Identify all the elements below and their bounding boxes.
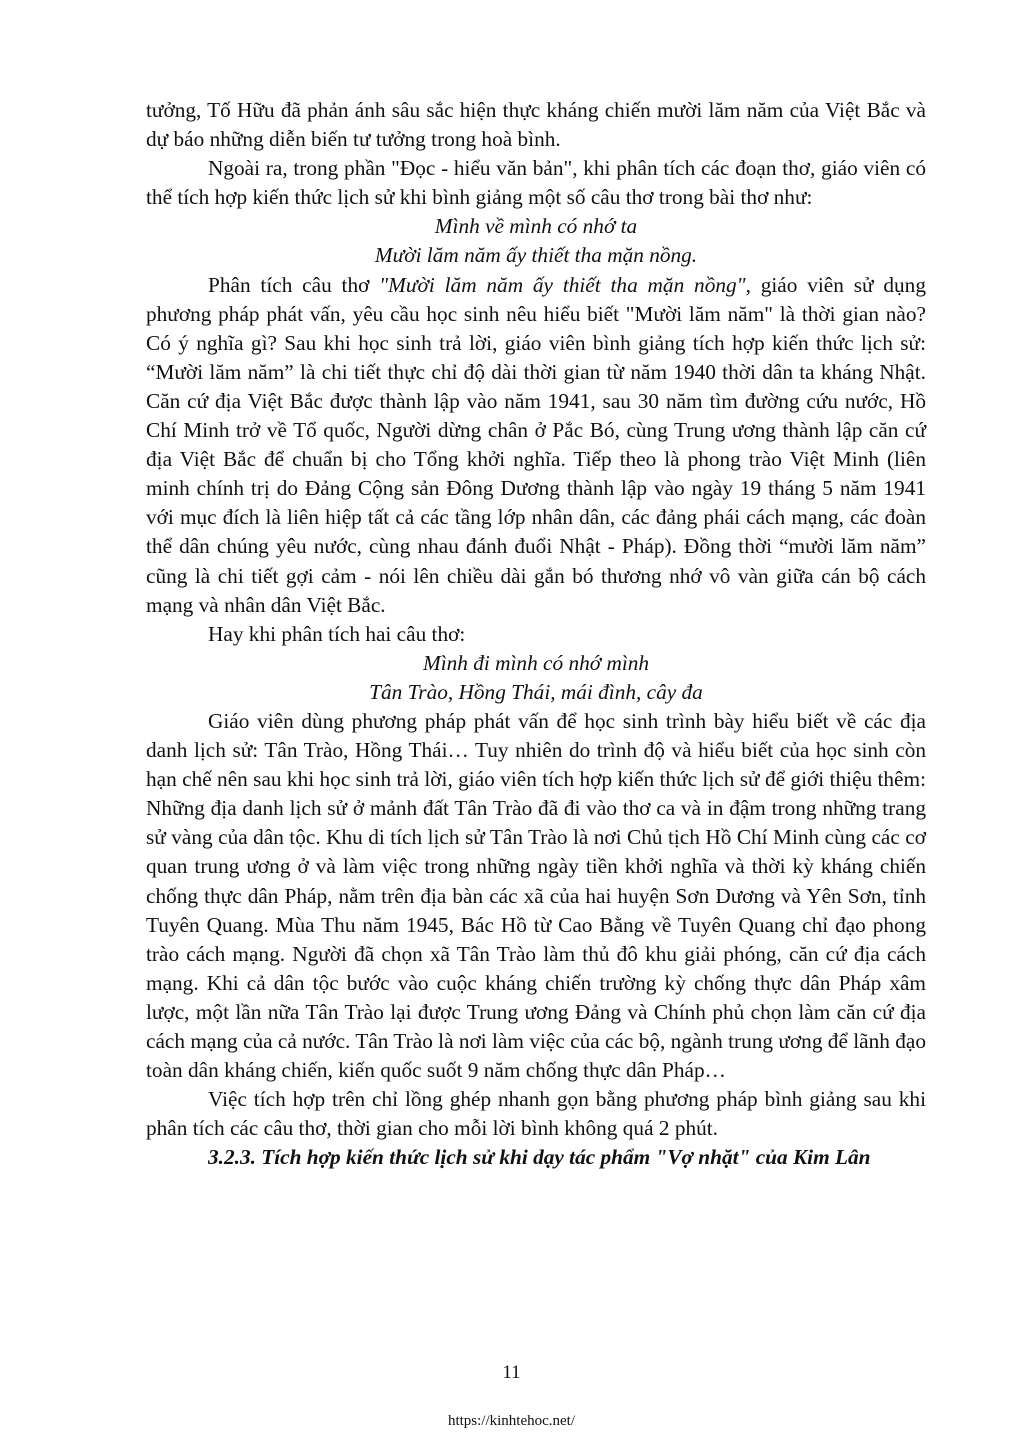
verse-line-4: Tân Trào, Hồng Thái, mái đình, cây đa (369, 679, 703, 704)
paragraph-intro-reading: Ngoài ra, trong phần "Đọc - hiểu văn bản", khi phân tích các đoạn thơ, giáo viên có thể tích hợp kiến thức lịch sử khi bình giảng một số câu thơ trong bài thơ như: (146, 156, 926, 210)
paragraph-analysis-fifteen-years (146, 271, 926, 620)
page-number: 11 (502, 1362, 521, 1383)
verse-line-2: Mười lăm năm ấy thiết tha mặn nồng. (374, 243, 698, 268)
quoted-verse: "Mười lăm năm ấy thiết tha mặn nồng" (379, 272, 746, 297)
paragraph-analysis-lead: Phân tích câu thơ (208, 272, 380, 297)
paragraph-tan-trao: Giáo viên dùng phương pháp phát vấn để học sinh trình bày hiểu biết về các địa danh lịch sử: Tân Trào, Hồng Thái… Tuy nhiên do trình độ và hiểu biết của học sinh còn hạn chế nên sau khi học sinh trả lời, giáo viên tích hợp kiến thức lịch sử để giới thiệu thêm: Những địa danh lịch sử ở mảnh đất Tân Trào đã đi vào thơ ca và in đậm trong những trang sử vàng của dân tộc. Khu di tích lịch sử Tân Trào là nơi Chủ tịch Hồ Chí Minh cùng các cơ quan trung ương ở và làm việc trong những ngày tiền khởi nghĩa và thời kỳ kháng chiến chống thực dân Pháp, nằm trên địa bàn các xã của hai huyện Sơn Dương và Yên Sơn, tỉnh Tuyên Quang. Mùa Thu năm 1945, Bác Hồ từ Cao Bằng về Tuyên Quang chỉ đạo phong trào cách mạng. Người đã chọn xã Tân Trào làm thủ đô khu giải phóng, căn cứ địa cách mạng. Khi cả dân tộc bước vào cuộc kháng chiến trường kỳ chống thực dân Pháp xâm lược, một lần nữa Tân Trào lại được Trung ương Đảng và Chính phủ chọn làm căn cứ địa cách mạng của cả nước. Tân Trào là nơi làm việc của các bộ, ngành trung ương để lãnh đạo toàn dân kháng chiến, kiến quốc suốt 9 năm chống thực dân Pháp… (146, 708, 926, 1083)
paragraph-continuation: tưởng, Tố Hữu đã phản ánh sâu sắc hiện thực kháng chiến mười lăm năm của Việt Bắc và dự báo những diễn biến tư tưởng trong hoà bình. (146, 98, 926, 152)
verse-line-1: Mình về mình có nhớ ta (434, 214, 638, 239)
verse-line-3: Mình đi mình có nhớ mình (422, 650, 650, 675)
document-page (146, 96, 926, 1172)
footer-url[interactable]: https://kinhtehoc.net/ (447, 1413, 576, 1429)
paragraph-integration-note: Việc tích hợp trên chỉ lồng ghép nhanh gọn bằng phương pháp bình giảng sau khi phân tích các câu thơ, thời gian cho mỗi lời bình không quá 2 phút. (146, 1087, 926, 1141)
section-heading: 3.2.3. Tích hợp kiến thức lịch sử khi dạy tác phẩm "Vợ nhặt" của Kim Lân (208, 1145, 871, 1170)
paragraph-two-verses-intro: Hay khi phân tích hai câu thơ: (208, 621, 466, 646)
paragraph-analysis-body: , giáo viên sử dụng phương pháp phát vấn, yêu cầu học sinh nêu hiểu biết "Mười lăm năm" là thời gian nào? Có ý nghĩa gì? Sau khi học sinh trả lời, giáo viên bình giảng tích hợp kiến thức lịch sử: “Mười lăm năm” là chi tiết thực chỉ độ dài thời gian từ năm 1940 thời dân ta kháng Nhật. Căn cứ địa Việt Bắc được thành lập vào năm 1941, sau 30 năm tìm đường cứu nước, Hồ Chí Minh trở về Tổ quốc, Người dừng chân ở Pắc Bó, cùng Trung ương thành lập căn cứ địa Việt Bắc để chuẩn bị cho Tổng khởi nghĩa. Tiếp theo là phong trào Việt Minh (liên minh chính trị do Đảng Cộng sản Đông Dương thành lập vào ngày 19 tháng 5 năm 1941 với mục đích là liên hiệp tất cả các tầng lớp nhân dân, các đảng phái cách mạng, các đoàn thể dân chúng yêu nước, cùng nhau đánh đuổi Nhật - Pháp). Đồng thời “mười lăm năm” cũng là chi tiết gợi cảm - nói lên chiều dài gắn bó thương nhớ vô vàn giữa cán bộ cách mạng và nhân dân Việt Bắc. (146, 272, 926, 617)
